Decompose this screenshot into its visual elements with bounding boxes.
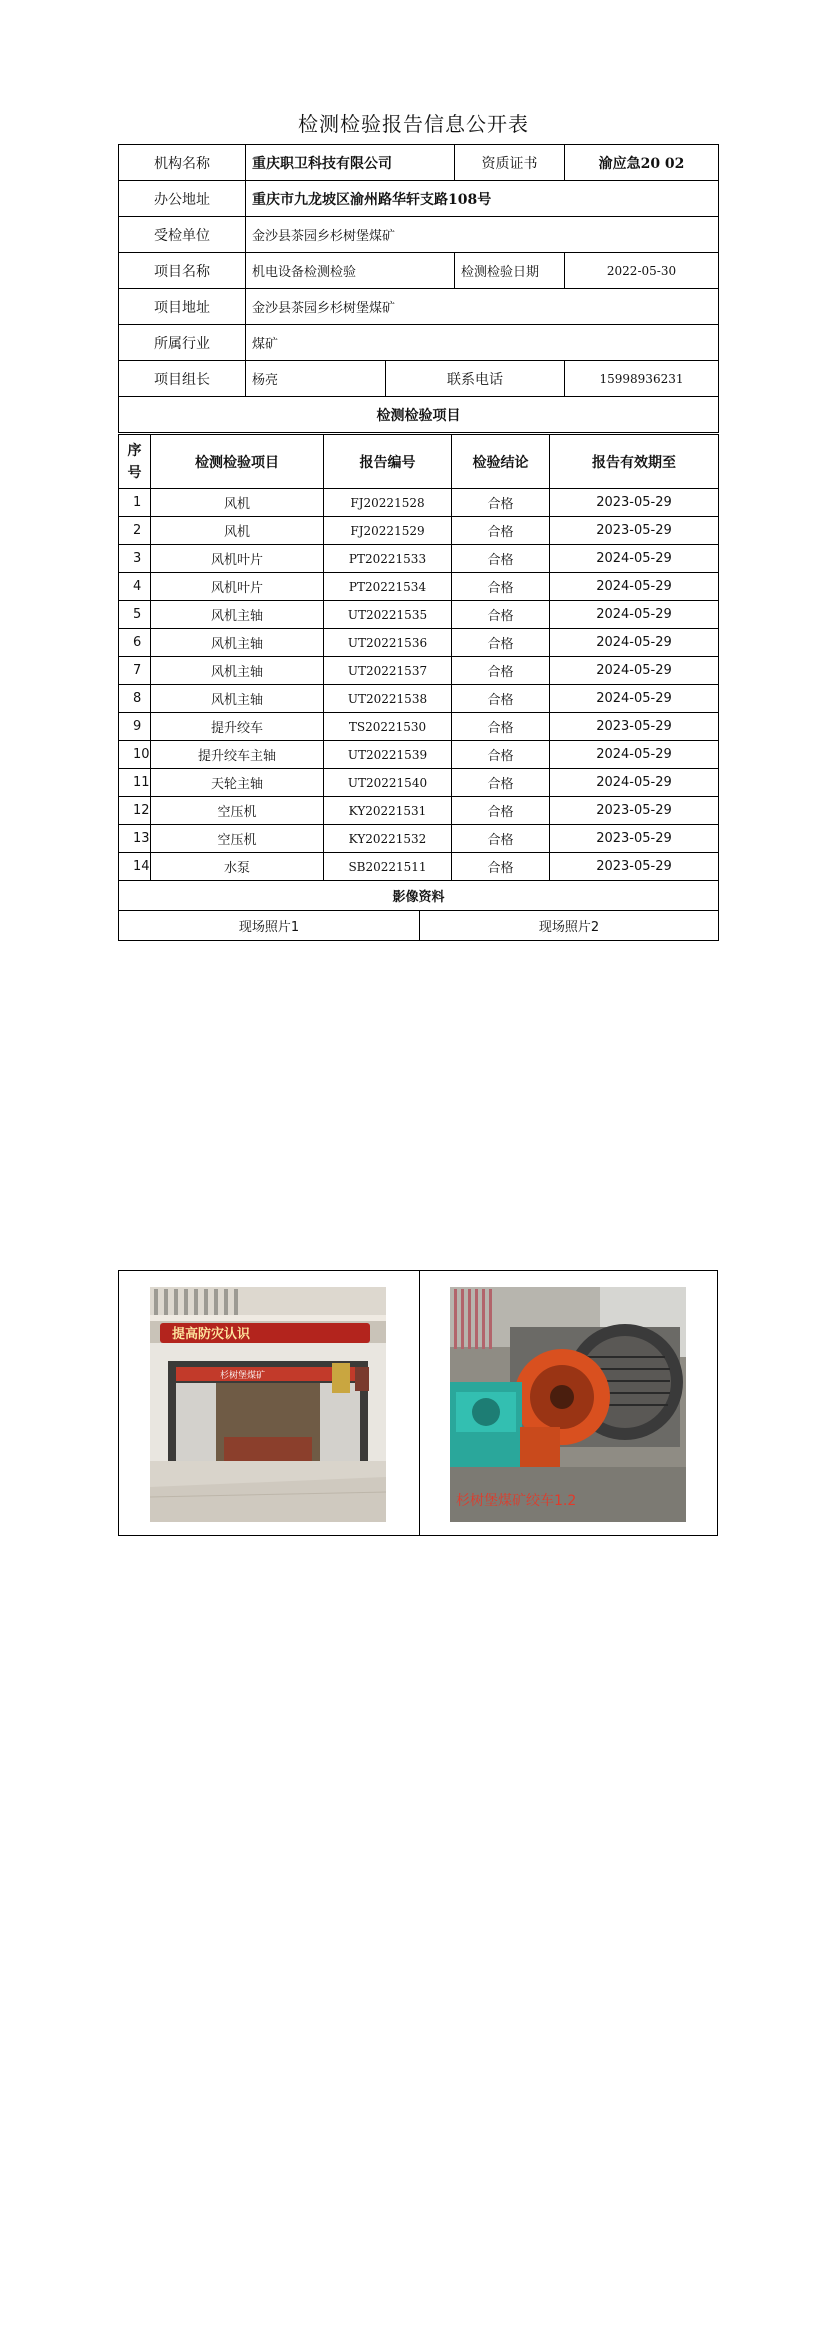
item-valid: 2024-05-29 (550, 629, 719, 657)
item-name: 风机叶片 (151, 545, 324, 573)
item-valid: 2023-05-29 (550, 853, 719, 881)
item-result: 合格 (452, 741, 550, 769)
address-label: 项目地址 (119, 289, 246, 325)
item-valid: 2023-05-29 (550, 825, 719, 853)
items-row (119, 769, 719, 797)
item-no: 8 (119, 685, 151, 713)
header-code: 报告编号 (324, 435, 452, 489)
items-row (119, 741, 719, 769)
item-name: 风机 (151, 517, 324, 545)
item-valid: 2024-05-29 (550, 573, 719, 601)
unit-value: 金沙县茶园乡杉树堡煤矿 (246, 217, 719, 253)
office-value: 重庆市九龙坡区渝州路华轩支路108号 (246, 181, 719, 217)
header-valid: 报告有效期至 (550, 435, 719, 489)
project-value: 机电设备检测检验 (246, 253, 455, 289)
office-label: 办公地址 (119, 181, 246, 217)
header-item: 检测检验项目 (151, 435, 324, 489)
item-name: 风机主轴 (151, 601, 324, 629)
item-result: 合格 (452, 797, 550, 825)
info-table (118, 144, 719, 433)
photo-labels (119, 911, 718, 940)
items-row (119, 573, 719, 601)
media-section-title: 影像资料 (119, 881, 719, 911)
photo2-caption-text: 杉树堡煤矿绞车1.2 (456, 1493, 577, 1509)
site-photo-2 (450, 1287, 686, 1522)
item-valid: 2023-05-29 (550, 713, 719, 741)
phone-label: 联系电话 (386, 361, 565, 397)
site-photo-2-image (450, 1287, 686, 1522)
unit-row (119, 217, 719, 253)
item-code: UT20221539 (324, 741, 452, 769)
item-no: 3 (119, 545, 151, 573)
items-row (119, 517, 719, 545)
photo-labels-cell (119, 911, 719, 941)
page-title: 检测检验报告信息公开表 (298, 112, 529, 136)
item-code: FJ20221529 (324, 517, 452, 545)
item-valid: 2024-05-29 (550, 657, 719, 685)
item-name: 天轮主轴 (151, 769, 324, 797)
item-result: 合格 (452, 601, 550, 629)
item-valid: 2023-05-29 (550, 797, 719, 825)
leader-label: 项目组长 (119, 361, 246, 397)
item-result: 合格 (452, 825, 550, 853)
items-row (119, 657, 719, 685)
item-no: 13 (119, 825, 151, 853)
item-no: 2 (119, 517, 151, 545)
org-row (119, 145, 719, 181)
item-code: FJ20221528 (324, 489, 452, 517)
items-row (119, 853, 719, 881)
industry-label: 所属行业 (119, 325, 246, 361)
items-section-title: 检测检验项目 (119, 397, 719, 433)
photo1-banner-text: 提高防灾认识 (172, 1327, 251, 1342)
item-valid: 2023-05-29 (550, 517, 719, 545)
item-result: 合格 (452, 853, 550, 881)
items-row (119, 825, 719, 853)
address-row (119, 289, 719, 325)
item-result: 合格 (452, 629, 550, 657)
item-name: 风机主轴 (151, 685, 324, 713)
item-result: 合格 (452, 489, 550, 517)
item-code: UT20221535 (324, 601, 452, 629)
industry-value: 煤矿 (246, 325, 719, 361)
unit-label: 受检单位 (119, 217, 246, 253)
items-row (119, 713, 719, 741)
item-valid: 2023-05-29 (550, 489, 719, 517)
item-result: 合格 (452, 769, 550, 797)
items-row (119, 545, 719, 573)
item-no: 10 (119, 741, 151, 769)
header-no-text: 序号 (127, 442, 142, 481)
item-name: 风机叶片 (151, 573, 324, 601)
item-name: 空压机 (151, 825, 324, 853)
items-section-row (119, 397, 719, 433)
item-no: 6 (119, 629, 151, 657)
item-result: 合格 (452, 545, 550, 573)
project-label: 项目名称 (119, 253, 246, 289)
items-body (119, 489, 719, 881)
item-name: 提升绞车 (151, 713, 324, 741)
phone-value: 15998936231 (565, 361, 719, 397)
item-code: UT20221540 (324, 769, 452, 797)
item-valid: 2024-05-29 (550, 769, 719, 797)
org-value: 重庆职卫科技有限公司 (246, 145, 455, 181)
item-name: 风机 (151, 489, 324, 517)
cert-value: 渝应急20 02 (565, 145, 719, 181)
items-row (119, 489, 719, 517)
date-label: 检测检验日期 (455, 253, 565, 289)
item-no: 11 (119, 769, 151, 797)
item-code: UT20221536 (324, 629, 452, 657)
leader-value: 杨亮 (246, 361, 386, 397)
items-row (119, 797, 719, 825)
industry-row (119, 325, 719, 361)
photo1-door-text: 杉树堡煤矿 (220, 1371, 266, 1381)
item-result: 合格 (452, 713, 550, 741)
item-code: UT20221537 (324, 657, 452, 685)
leader-row (119, 361, 719, 397)
items-header-row (119, 435, 719, 489)
office-row (119, 181, 719, 217)
header-result: 检验结论 (452, 435, 550, 489)
item-name: 空压机 (151, 797, 324, 825)
site-photo-1 (150, 1287, 386, 1522)
org-label: 机构名称 (119, 145, 246, 181)
item-valid: 2024-05-29 (550, 685, 719, 713)
item-no: 1 (119, 489, 151, 517)
project-row (119, 253, 719, 289)
date-value: 2022-05-30 (565, 253, 719, 289)
item-code: KY20221531 (324, 797, 452, 825)
item-code: SB20221511 (324, 853, 452, 881)
item-code: PT20221533 (324, 545, 452, 573)
item-no: 4 (119, 573, 151, 601)
header-no (119, 435, 151, 489)
item-name: 水泵 (151, 853, 324, 881)
item-name: 风机主轴 (151, 657, 324, 685)
item-result: 合格 (452, 573, 550, 601)
item-code: UT20221538 (324, 685, 452, 713)
photo-labels-row (119, 911, 719, 941)
photo-divider (419, 1271, 420, 1535)
item-name: 风机主轴 (151, 629, 324, 657)
items-table (118, 434, 719, 941)
photo-label-2: 现场照片2 (538, 920, 600, 935)
item-result: 合格 (452, 517, 550, 545)
items-row (119, 629, 719, 657)
item-no: 5 (119, 601, 151, 629)
item-code: TS20221530 (324, 713, 452, 741)
site-photo-1-image (150, 1287, 386, 1522)
cert-label: 资质证书 (455, 145, 565, 181)
item-no: 9 (119, 713, 151, 741)
address-value: 金沙县茶园乡杉树堡煤矿 (246, 289, 719, 325)
item-code: KY20221532 (324, 825, 452, 853)
item-valid: 2024-05-29 (550, 741, 719, 769)
item-result: 合格 (452, 685, 550, 713)
item-code: PT20221534 (324, 573, 452, 601)
items-row (119, 685, 719, 713)
item-valid: 2024-05-29 (550, 545, 719, 573)
item-no: 7 (119, 657, 151, 685)
media-section-row (119, 881, 719, 911)
item-name: 提升绞车主轴 (151, 741, 324, 769)
item-no: 14 (119, 853, 151, 881)
item-result: 合格 (452, 657, 550, 685)
photo-box (118, 1270, 718, 1536)
items-row (119, 601, 719, 629)
photo-label-1: 现场照片1 (119, 911, 420, 940)
item-valid: 2024-05-29 (550, 601, 719, 629)
item-no: 12 (119, 797, 151, 825)
